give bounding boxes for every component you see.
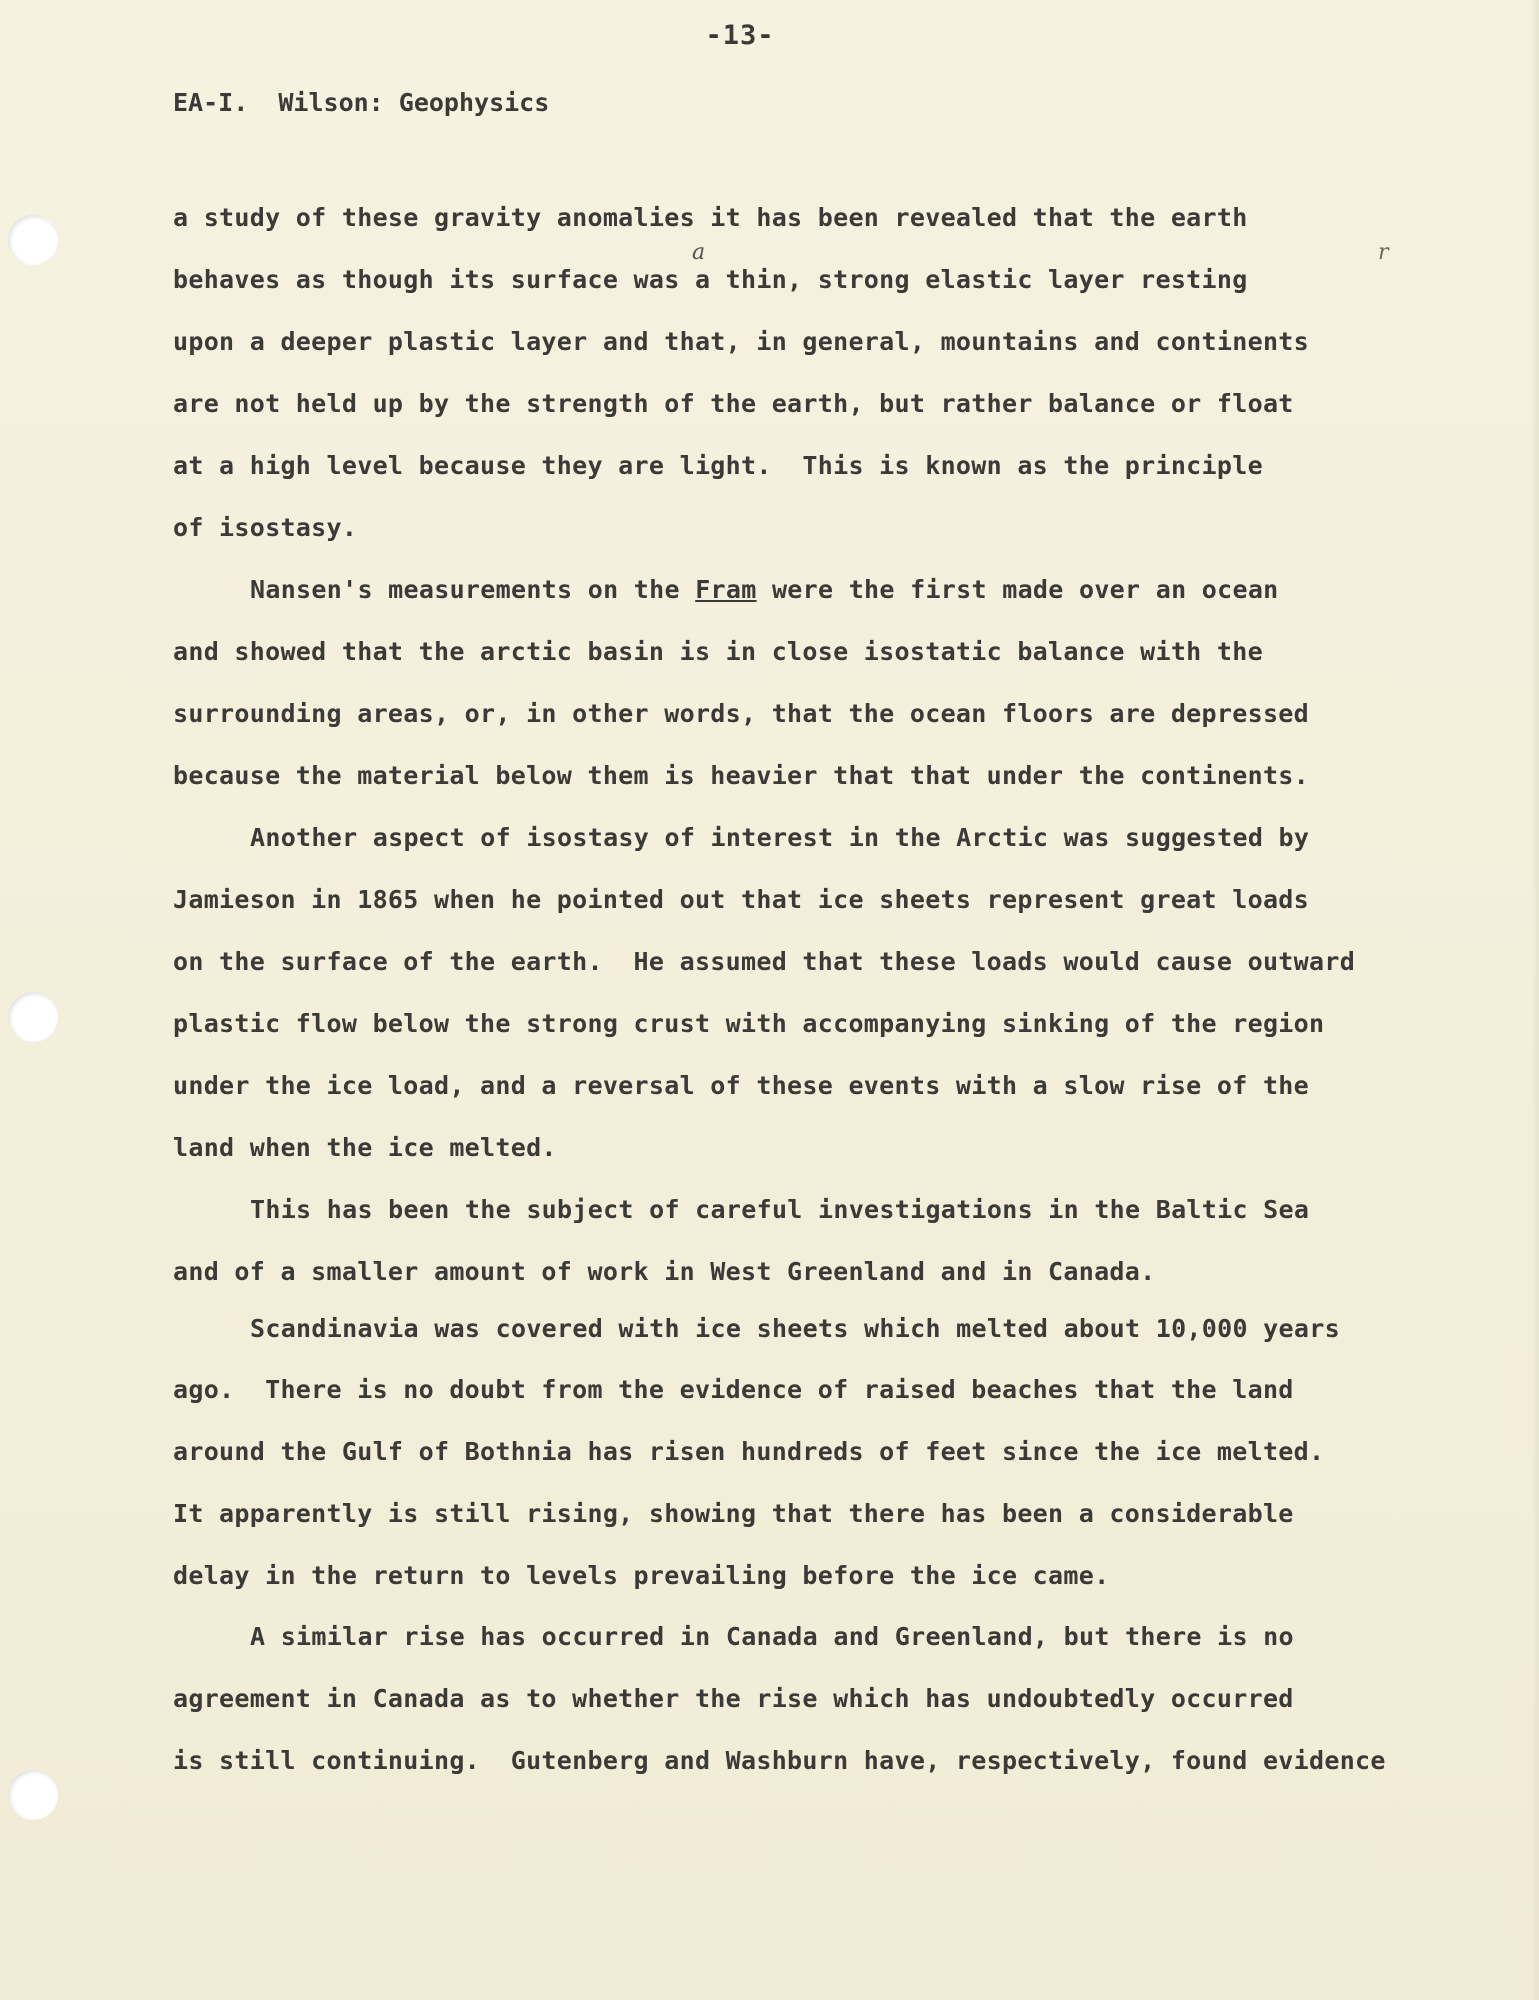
text-line: delay in the return to levels prevailing before the ice came. [173,1561,1110,1590]
document-header: EA-I. Wilson: Geophysics [173,88,550,117]
text-line: It apparently is still rising, showing that there has been a considerable [173,1499,1294,1528]
margin-pencil-mark: r [1378,240,1389,265]
ship-name-fram: Fram [695,575,757,604]
punch-hole-bottom [8,1770,58,1820]
text-line: on the surface of the earth. He assumed that these loads would cause outward [173,947,1356,976]
text-line: are not held up by the strength of the earth, but rather balance or float [173,389,1294,418]
text-line: A similar rise has occurred in Canada and Greenland, but there is no [250,1622,1294,1651]
page-edge-shadow [1531,0,1539,2000]
text-line: is still continuing. Gutenberg and Washburn have, respectively, found evidence [173,1746,1386,1775]
page-number: -13- [705,20,775,51]
text-line: around the Gulf of Bothnia has risen hundreds of feet since the ice melted. [173,1437,1325,1466]
punch-hole-top [8,215,58,265]
text-line: at a high level because they are light. This is known as the principle [173,451,1263,480]
text-line: Nansen's measurements on the Fram were the first made over an ocean [250,575,1279,604]
text-line: ago. There is no doubt from the evidence of raised beaches that the land [173,1375,1294,1404]
text-line: land when the ice melted. [173,1133,557,1162]
text-line: plastic flow below the strong crust with accompanying sinking of the region [173,1009,1325,1038]
text-line: Jamieson in 1865 when he pointed out that ice sheets represent great loads [173,885,1309,914]
text-line: a study of these gravity anomalies it has been revealed that the earth [173,203,1248,232]
text-line: and of a smaller amount of work in West Greenland and in Canada. [173,1257,1156,1286]
text-line: of isostasy. [173,513,358,542]
text-line: and showed that the arctic basin is in close isostatic balance with the [173,637,1263,666]
text-line: agreement in Canada as to whether the rise which has undoubtedly occurred [173,1684,1294,1713]
text-line: under the ice load, and a reversal of these events with a slow rise of the [173,1071,1309,1100]
text-line: This has been the subject of careful investigations in the Baltic Sea [250,1195,1310,1224]
text-line: Another aspect of isostasy of interest in the Arctic was suggested by [250,823,1310,852]
text-line: Scandinavia was covered with ice sheets which melted about 10,000 years [250,1314,1340,1343]
text-line: upon a deeper plastic layer and that, in general, mountains and continents [173,327,1309,356]
handwritten-insertion: a [692,240,706,265]
punch-hole-middle [8,992,58,1042]
text-line: surrounding areas, or, in other words, that the ocean floors are depressed [173,699,1309,728]
text-line: because the material below them is heavier that that under the continents. [173,761,1309,790]
text-line: behaves as though its surface was a thin, strong elastic layer resting [173,265,1248,294]
